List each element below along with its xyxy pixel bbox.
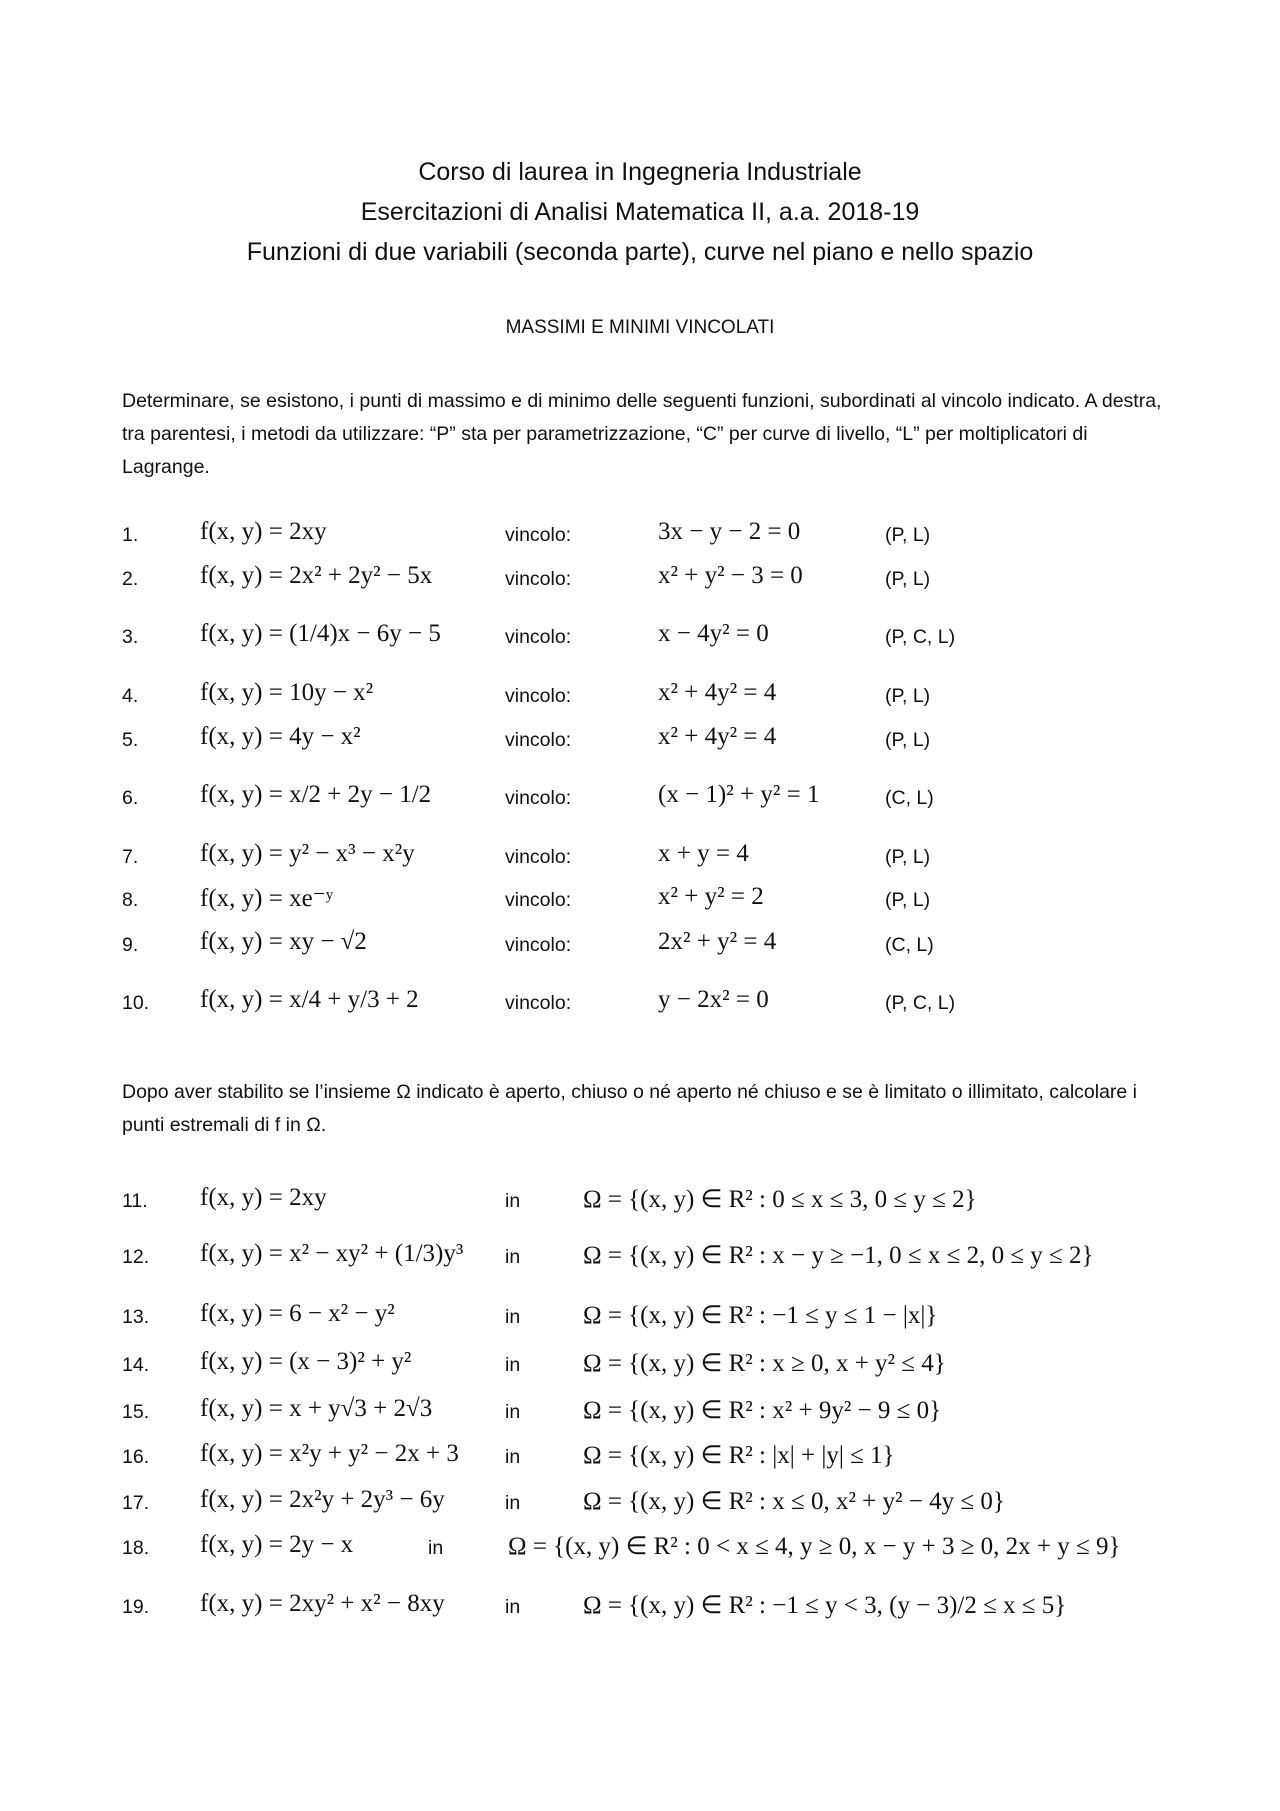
function-formula: f(x, y) = 2y − x [200,1531,354,1558]
constraint-formula: 3x − y − 2 = 0 [658,518,801,545]
function-formula: f(x, y) = x + y√3 + 2√3 [200,1395,433,1422]
in-label: in [428,1537,444,1559]
vincolo-label: vincolo: [505,889,572,911]
constraint-formula: (x − 1)² + y² = 1 [658,781,820,808]
topic-title: Funzioni di due variabili (seconda parte), curve nel piano e nello spazio [246,238,1034,266]
function-formula: f(x, y) = x/4 + y/3 + 2 [200,986,419,1013]
method-list: (P, C, L) [885,992,956,1014]
exercise-row [0,1391,1280,1435]
domain-formula: Ω = {(x, y) ∈ R² : x ≥ 0, x + y² ≤ 4} [583,1350,946,1377]
vincolo-label: vincolo: [505,626,572,648]
function-formula: f(x, y) = 2xy [200,518,327,545]
function-formula: f(x, y) = (x − 3)² + y² [200,1348,412,1375]
function-formula: f(x, y) = xe⁻ʸ [200,885,334,912]
in-label: in [505,1401,521,1423]
function-formula: f(x, y) = 2x² + 2y² − 5x [200,562,433,589]
exercise-number: 12. [122,1246,150,1268]
exercise-row [0,1236,1280,1280]
exercise-number: 2. [122,568,139,590]
document-header [0,152,1280,272]
vincolo-label: vincolo: [505,787,572,809]
exercise-row [0,924,1280,968]
exercise-number: 3. [122,626,139,648]
function-formula: f(x, y) = 10y − x² [200,679,374,706]
function-formula: f(x, y) = 2x²y + 2y³ − 6y [200,1486,445,1513]
in-label: in [505,1354,521,1376]
exercise-row [0,836,1280,880]
exercise-row [0,514,1280,558]
exercise-number: 11. [122,1190,148,1212]
exercise-row [0,777,1280,821]
exercise-row [0,1296,1280,1340]
domain-formula: Ω = {(x, y) ∈ R² : x − y ≥ −1, 0 ≤ x ≤ 2, 0 ≤ y ≤ 2} [583,1242,1094,1269]
exercise-number: 7. [122,846,139,868]
exercise-number: 1. [122,524,139,546]
exercise-number: 5. [122,729,139,751]
function-formula: f(x, y) = 4y − x² [200,723,361,750]
vincolo-label: vincolo: [505,524,572,546]
exercise-row [0,616,1280,660]
exercise-number: 14. [122,1354,150,1376]
vincolo-label: vincolo: [505,685,572,707]
exercise-number: 18. [122,1537,150,1559]
course-title: Corso di laurea in Ingegneria Industriale [418,158,862,186]
domain-formula: Ω = {(x, y) ∈ R² : 0 < x ≤ 4, y ≥ 0, x − y + 3 ≥ 0, 2x + y ≤ 9} [508,1533,1121,1560]
constraint-formula: x + y = 4 [658,840,749,867]
exercise-number: 15. [122,1401,150,1423]
exercise-number: 9. [122,934,139,956]
exercise-row [0,1344,1280,1388]
constraint-formula: x − 4y² = 0 [658,620,769,647]
function-formula: f(x, y) = x/2 + 2y − 1/2 [200,781,432,808]
method-list: (P, L) [885,524,931,546]
domain-formula: Ω = {(x, y) ∈ R² : −1 ≤ y < 3, (y − 3)/2 ≤ x ≤ 5} [583,1592,1067,1619]
function-formula: f(x, y) = x²y + y² − 2x + 3 [200,1440,459,1467]
method-list: (P, L) [885,729,931,751]
method-list: (P, L) [885,685,931,707]
vincolo-label: vincolo: [505,846,572,868]
exercise-row [0,1527,1280,1571]
function-formula: f(x, y) = (1/4)x − 6y − 5 [200,620,441,647]
constraint-formula: y − 2x² = 0 [658,986,769,1013]
function-formula: f(x, y) = xy − √2 [200,928,367,955]
vincolo-label: vincolo: [505,568,572,590]
vincolo-label: vincolo: [505,992,572,1014]
function-formula: f(x, y) = x² − xy² + (1/3)y³ [200,1240,464,1267]
exercise-title: Esercitazioni di Analisi Matematica II, a.a. 2018-19 [360,198,920,226]
exercise-row [0,675,1280,719]
method-list: (P, C, L) [885,626,956,648]
exercise-row [0,1180,1280,1224]
method-list: (C, L) [885,787,934,809]
exercise-number: 4. [122,685,139,707]
exercise-row [0,1436,1280,1480]
exercise-number: 13. [122,1306,150,1328]
in-label: in [505,1306,521,1328]
constraint-formula: 2x² + y² = 4 [658,928,777,955]
in-label: in [505,1190,521,1212]
exercise-row [0,982,1280,1026]
exercise-number: 16. [122,1446,150,1468]
exercise-number: 6. [122,787,139,809]
intro-paragraph-domains: Dopo aver stabilito se l’insieme Ω indicato è aperto, chiuso o né aperto né chiuso e se è limitato o illimitato, calcolare i punti estremali di f in Ω. [122,1081,1138,1136]
method-list: (P, L) [885,889,931,911]
domain-formula: Ω = {(x, y) ∈ R² : x ≤ 0, x² + y² − 4y ≤ 0} [583,1488,1005,1515]
exercise-row [0,1586,1280,1630]
exercise-number: 10. [122,992,150,1014]
exercise-number: 8. [122,889,139,911]
function-formula: f(x, y) = 2xy² + x² − 8xy [200,1590,445,1617]
constraint-formula: x² + 4y² = 4 [658,679,777,706]
exercise-number: 19. [122,1596,150,1618]
function-formula: f(x, y) = 2xy [200,1184,327,1211]
method-list: (P, L) [885,568,931,590]
exercise-row [0,1482,1280,1526]
in-label: in [505,1596,521,1618]
in-label: in [505,1246,521,1268]
in-label: in [505,1446,521,1468]
exercise-number: 17. [122,1492,150,1514]
section-title: MASSIMI E MINIMI VINCOLATI [505,317,775,338]
exercise-row [0,558,1280,602]
constraint-formula: x² + y² = 2 [658,883,764,910]
vincolo-label: vincolo: [505,729,572,751]
domain-formula: Ω = {(x, y) ∈ R² : x² + 9y² − 9 ≤ 0} [583,1397,942,1424]
method-list: (P, L) [885,846,931,868]
method-list: (C, L) [885,934,934,956]
constraint-formula: x² + 4y² = 4 [658,723,777,750]
domain-formula: Ω = {(x, y) ∈ R² : |x| + |y| ≤ 1} [583,1442,895,1469]
constraint-formula: x² + y² − 3 = 0 [658,562,803,589]
vincolo-label: vincolo: [505,934,572,956]
exercise-row [0,719,1280,763]
function-formula: f(x, y) = y² − x³ − x²y [200,840,415,867]
function-formula: f(x, y) = 6 − x² − y² [200,1300,395,1327]
in-label: in [505,1492,521,1514]
exercise-row [0,879,1280,923]
intro-paragraph-constrained: Determinare, se esistono, i punti di massimo e di minimo delle seguenti funzioni, subordinati al vincolo indicato. A destra, tra parentesi, i metodi da utilizzare: “P” sta per parametrizzazione, “C” per curve di livello, “L” per moltiplicatori di Lagrange. [122,390,1162,478]
domain-formula: Ω = {(x, y) ∈ R² : −1 ≤ y ≤ 1 − |x|} [583,1302,938,1329]
domain-formula: Ω = {(x, y) ∈ R² : 0 ≤ x ≤ 3, 0 ≤ y ≤ 2} [583,1186,977,1213]
